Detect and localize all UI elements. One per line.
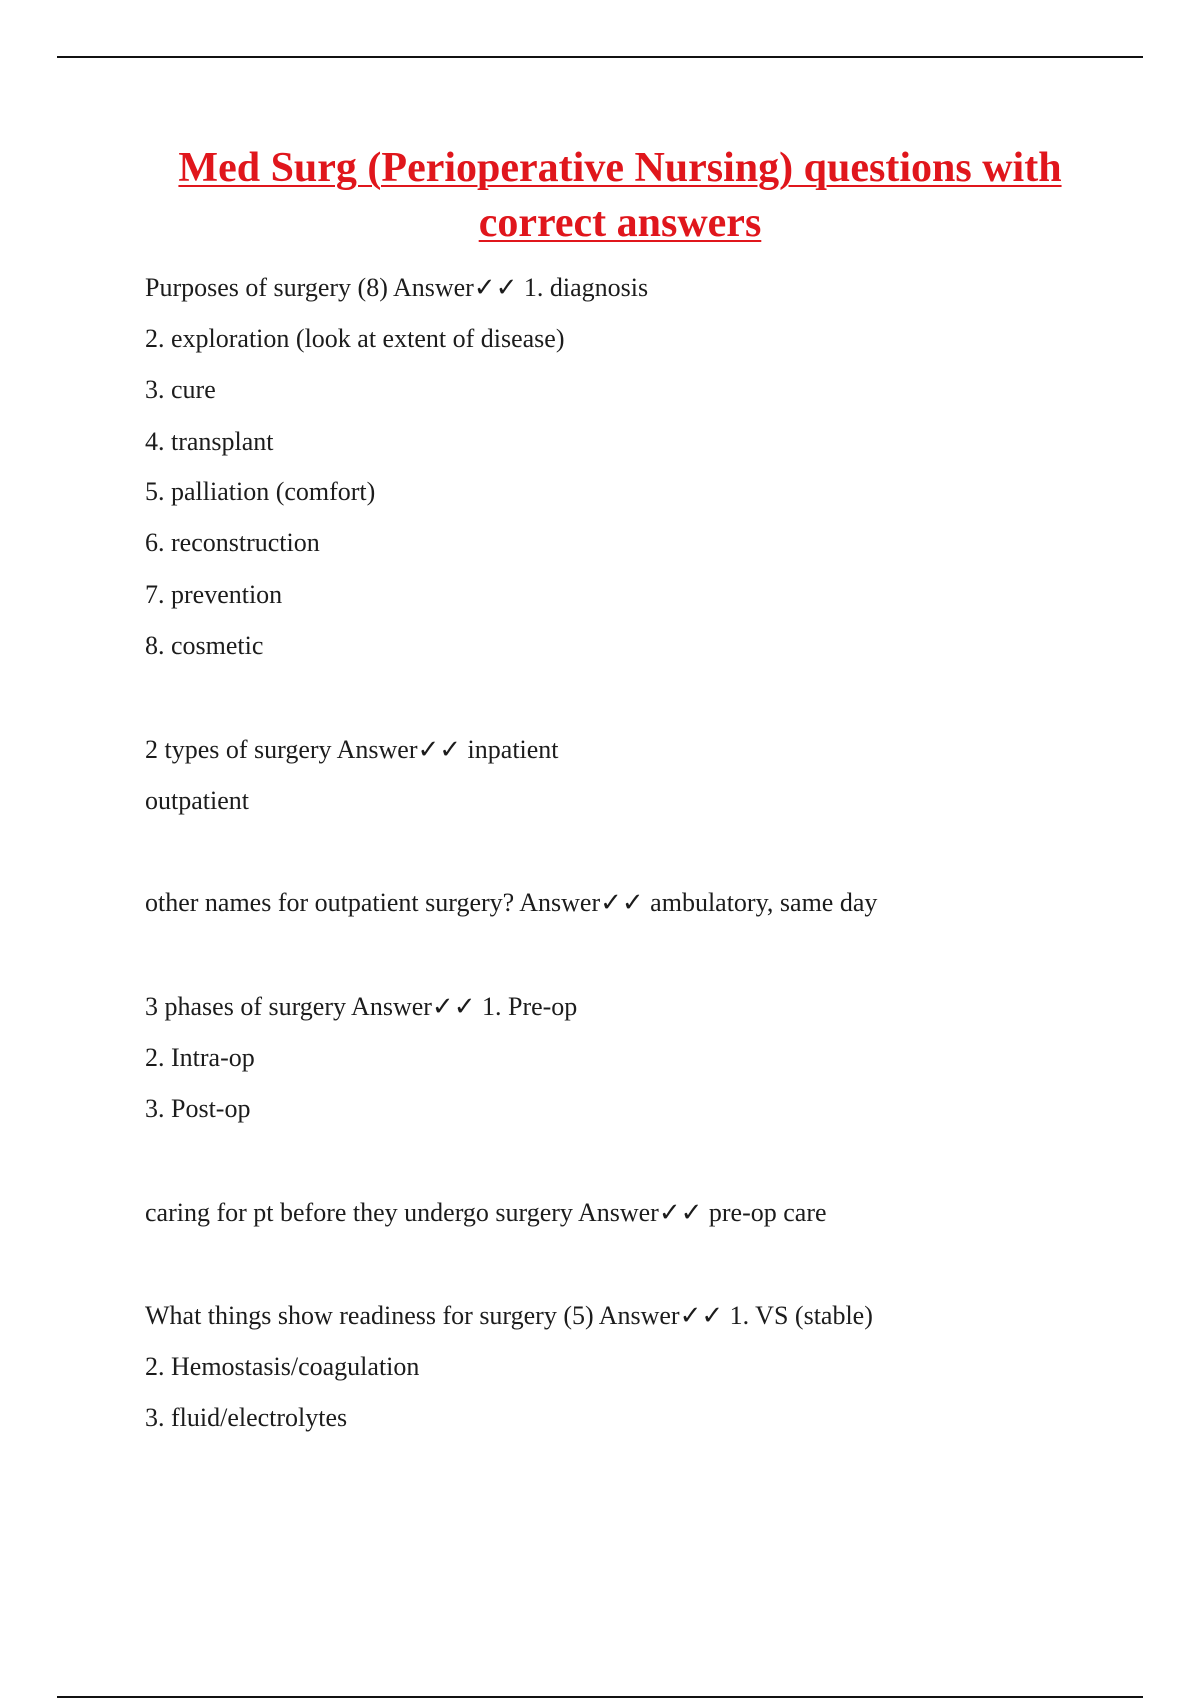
question-purposes-of-surgery: Purposes of surgery (8) Answer✓✓ 1. diagnosis bbox=[145, 273, 649, 302]
answer-line: 8. cosmetic bbox=[145, 631, 264, 660]
answer-line: 2. exploration (look at extent of disease) bbox=[145, 324, 565, 353]
answer-line: 2. Intra-op bbox=[145, 1043, 255, 1072]
answer-line: 3. cure bbox=[145, 375, 216, 404]
question-phases-of-surgery: 3 phases of surgery Answer✓✓ 1. Pre-op bbox=[145, 992, 578, 1021]
answer-line: 7. prevention bbox=[145, 580, 283, 609]
answer-line: 3. fluid/electrolytes bbox=[145, 1403, 348, 1432]
title-line-2: correct answers bbox=[478, 200, 762, 246]
answer-line: 3. Post-op bbox=[145, 1094, 251, 1123]
page-title bbox=[100, 141, 1140, 251]
answer-line: outpatient bbox=[145, 786, 249, 815]
answer-line: 5. palliation (comfort) bbox=[145, 477, 376, 506]
question-readiness-for-surgery: What things show readiness for surgery (5) Answer✓✓ 1. VS (stable) bbox=[145, 1301, 873, 1330]
answer-line: 2. Hemostasis/coagulation bbox=[145, 1352, 420, 1381]
question-outpatient-names: other names for outpatient surgery? Answer✓✓ ambulatory, same day bbox=[145, 888, 878, 917]
title-line-1: Med Surg (Perioperative Nursing) questions with bbox=[178, 145, 1062, 191]
answer-line: 4. transplant bbox=[145, 427, 274, 456]
question-pre-op-care: caring for pt before they undergo surgery Answer✓✓ pre-op care bbox=[145, 1198, 827, 1227]
question-types-of-surgery: 2 types of surgery Answer✓✓ inpatient bbox=[145, 735, 559, 764]
bottom-rule bbox=[57, 1696, 1143, 1698]
answer-line: 6. reconstruction bbox=[145, 528, 320, 557]
top-rule bbox=[57, 56, 1143, 58]
